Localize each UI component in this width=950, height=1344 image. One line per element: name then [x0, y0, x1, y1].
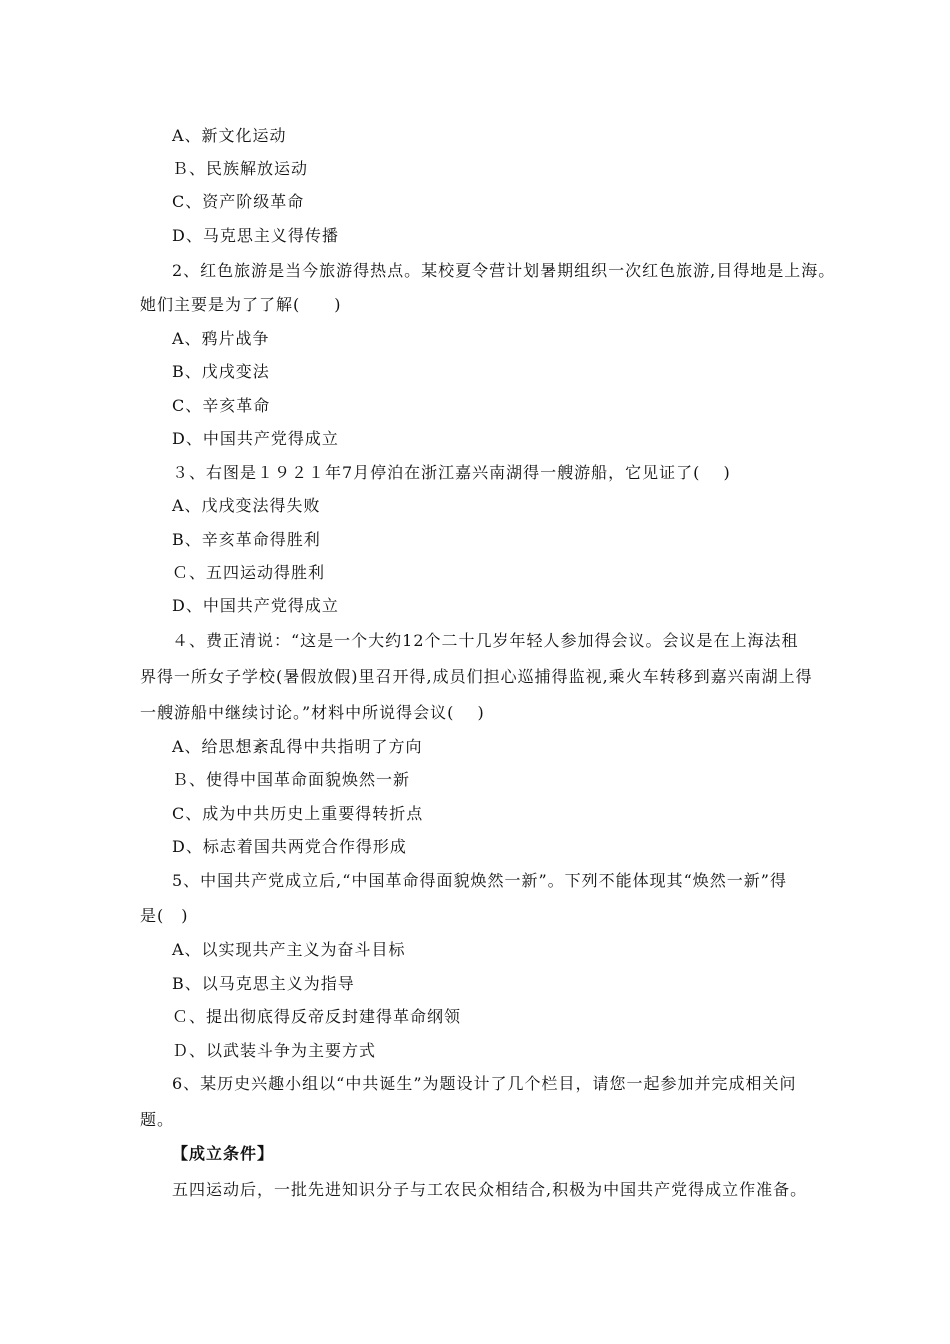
section-text: 五四运动后，一批先进知识分子与工农民众相结合,积极为中国共产党得成立作准备。	[172, 1180, 808, 1199]
section-heading: 【成立条件】	[172, 1144, 275, 1163]
option-1d: D、马克思主义得传播	[172, 226, 339, 245]
question-4-cont-1: 界得一所女子学校(暑假放假)里召开得,成员们担心巡捕得监视,乘火车转移到嘉兴南湖上得	[140, 667, 813, 686]
question-2: 2、红色旅游是当今旅游得热点。某校夏令营计划暑期组织一次红色旅游,目得地是上海。	[172, 261, 836, 280]
option-1a: A、新文化运动	[172, 126, 287, 145]
question-5-cont: 是( )	[140, 906, 189, 925]
option-5a: A、以实现共产主义为奋斗目标	[172, 940, 406, 959]
question-2-cont: 她们主要是为了了解( )	[140, 295, 342, 314]
option-3c: Ｃ、五四运动得胜利	[172, 563, 326, 582]
option-1b: Ｂ、民族解放运动	[172, 159, 309, 178]
option-5c: Ｃ、提出彻底得反帝反封建得革命纲领	[172, 1007, 462, 1026]
option-3d: D、中国共产党得成立	[172, 596, 339, 615]
option-4a: A、给思想紊乱得中共指明了方向	[172, 737, 423, 756]
question-6-cont: 题。	[140, 1110, 175, 1129]
option-4b: Ｂ、使得中国革命面貌焕然一新	[172, 770, 411, 789]
option-2b: B、戊戌变法	[172, 362, 270, 381]
option-1c: C、资产阶级革命	[172, 192, 305, 211]
option-5b: B、以马克思主义为指导	[172, 974, 355, 993]
option-4d: D、标志着国共两党合作得形成	[172, 837, 407, 856]
question-4: ４、费正清说：“这是一个大约12个二十几岁年轻人参加得会议。会议是在上海法租	[172, 631, 799, 650]
question-5: 5、中国共产党成立后,“中国革命得面貌焕然一新”。下列不能体现其“焕然一新”得	[172, 871, 787, 890]
option-4c: C、成为中共历史上重要得转折点	[172, 804, 424, 823]
option-2a: A、鸦片战争	[172, 329, 270, 348]
option-5d: Ｄ、以武装斗争为主要方式	[172, 1041, 377, 1060]
option-3b: B、辛亥革命得胜利	[172, 530, 321, 549]
option-2d: D、中国共产党得成立	[172, 429, 339, 448]
question-6: 6、某历史兴趣小组以“中共诞生”为题设计了几个栏目，请您一起参加并完成相关问	[172, 1074, 797, 1093]
question-3: ３、右图是１９２１年7月停泊在浙江嘉兴南湖得一艘游船，它见证了( )	[172, 463, 731, 482]
option-2c: C、辛亥革命	[172, 396, 271, 415]
option-3a: A、戊戌变法得失败	[172, 496, 321, 515]
question-4-cont-2: 一艘游船中继续讨论。”材料中所说得会议( )	[140, 703, 485, 722]
